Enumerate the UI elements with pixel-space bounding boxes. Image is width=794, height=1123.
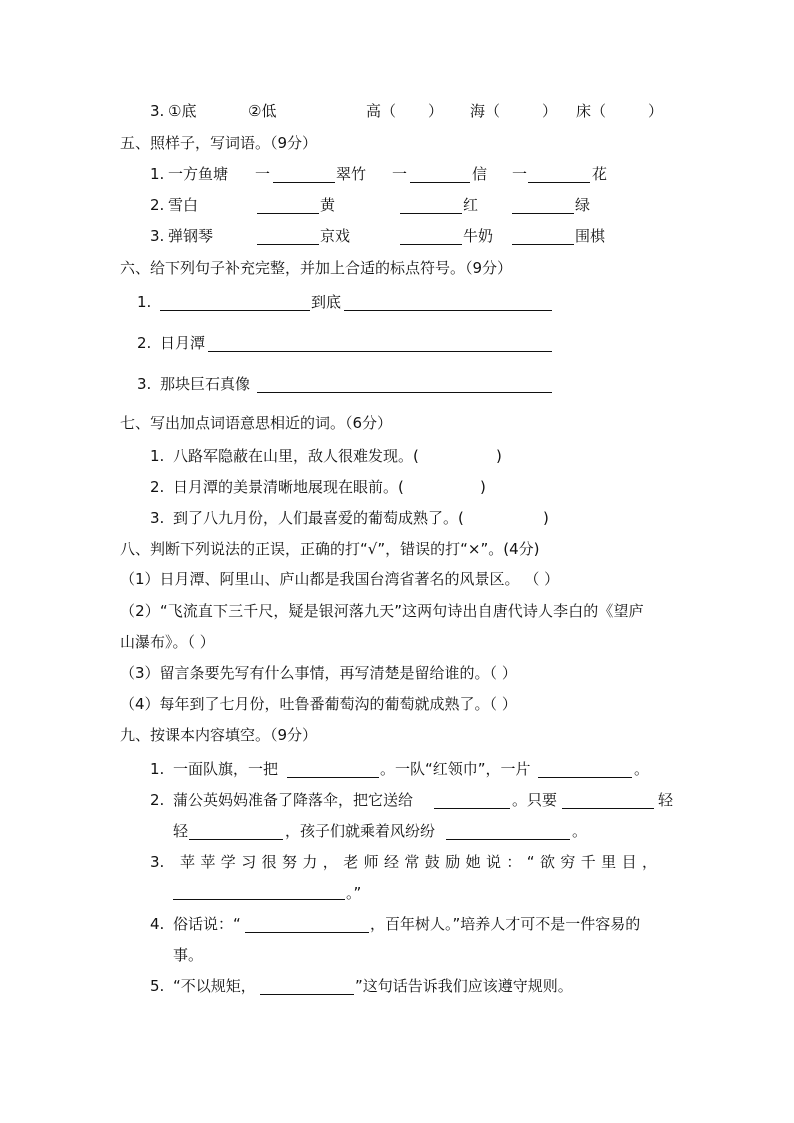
s5-r3-num: 3. [150, 227, 165, 245]
s8-q2-line2: 山瀑布》。（ ） [120, 633, 215, 651]
s7-q2-text: 日月潭的美景清晰地展现在眼前。( [173, 478, 404, 496]
s6-q2-pre: 日月潭 [160, 334, 206, 352]
s9-q2-blank4[interactable] [446, 823, 570, 840]
s9-q4-b: ，百年树人。”培养人才可不是一件容易的 [370, 915, 641, 933]
s9-q5-num: 5. [150, 977, 165, 995]
s6-q3-num: 3. [137, 375, 152, 393]
s4-q3-num: 3. [150, 102, 165, 120]
s7-q2-close: ) [480, 478, 486, 496]
s9-q1-c: 。 [634, 760, 650, 778]
s5-r1-blank1[interactable] [273, 166, 335, 183]
s7-q3-close: ) [543, 509, 549, 527]
s7-q2-num: 2. [150, 478, 165, 496]
s9-q2-blank2[interactable] [562, 792, 654, 809]
s9-q2-blank3[interactable] [189, 823, 283, 840]
s5-r2-word3: 绿 [575, 196, 591, 214]
s9-q2-num: 2. [150, 791, 165, 809]
s5-r1-blank2[interactable] [410, 166, 470, 183]
s9-q1-blank1[interactable] [287, 761, 379, 778]
s8-q3: （3）留言条要先写有什么事情，再写清楚是留给谁的。（ ） [120, 664, 517, 682]
s6-title: 六、给下列句子补充完整，并加上合适的标点符号。（9分） [120, 259, 513, 277]
s6-q1-num: 1. [137, 293, 152, 311]
s4-q3-a: ①底 [168, 102, 197, 120]
s9-q2-f: 。 [572, 822, 588, 840]
s9-q2-a: 蒲公英妈妈准备了降落伞，把它送给 [173, 791, 414, 809]
s9-q1-b: 。一队“红领巾”，一片 [380, 760, 531, 778]
s9-q4-num: 4. [150, 915, 165, 933]
s4-q3-e1: 床（ [576, 102, 607, 120]
s9-q4-a: 俗话说：“ [173, 915, 241, 933]
s9-q4-blank[interactable] [245, 916, 369, 933]
s9-q1-num: 1. [150, 760, 165, 778]
s5-r2-blank2[interactable] [400, 197, 462, 214]
s5-title: 五、照样子，写词语。（9分） [120, 134, 318, 152]
s9-q1-a: 一面队旗，一把 [173, 760, 279, 778]
s4-q3-c2: ） [428, 102, 444, 120]
s5-r1-prefix1: 一 [255, 165, 271, 183]
s8-q1: （1）日月潭、阿里山、庐山都是我国台湾省著名的风景区。 （ ） [120, 570, 560, 588]
s5-r3-blank3[interactable] [512, 228, 574, 245]
s9-q5-b: ”这句话告诉我们应该遵守规则。 [355, 977, 573, 995]
s5-r1-blank3[interactable] [528, 166, 590, 183]
s5-r2-blank3[interactable] [512, 197, 574, 214]
s6-q2-num: 2. [137, 334, 152, 352]
s5-r1-prefix2: 一 [392, 165, 408, 183]
s6-q3-blank[interactable] [257, 376, 552, 393]
s7-q3-text: 到了八九月份，人们最喜爱的葡萄成熟了。( [173, 509, 464, 527]
s5-r3-blank2[interactable] [400, 228, 462, 245]
s4-q3-b: ②低 [248, 102, 277, 120]
s5-r2-word2: 红 [463, 196, 479, 214]
s4-q3-c1: 高（ [366, 102, 397, 120]
s5-r3-word1: 京戏 [320, 227, 351, 245]
s9-q3-b: 。” [346, 884, 362, 902]
s6-q1-blank2[interactable] [344, 294, 552, 311]
s5-r1-word1: 翠竹 [336, 165, 367, 183]
s9-title: 九、按课本内容填空。（9分） [120, 726, 318, 744]
s8-q4: （4）每年到了七月份，吐鲁番葡萄沟的葡萄就成熟了。（ ） [120, 695, 517, 713]
s9-q3-a: 苹苹学习很努力，老师经常鼓励她说：“欲穷千里目， [180, 853, 663, 871]
s9-q5-blank[interactable] [260, 978, 354, 995]
s5-r3-example: 弹钢琴 [168, 227, 214, 245]
s4-q3-d2: ） [542, 102, 558, 120]
s5-r3-word2: 牛奶 [463, 227, 494, 245]
s5-r2-num: 2. [150, 196, 165, 214]
s9-q5-a: “不以规矩， [173, 977, 256, 995]
s6-q3-pre: 那块巨石真像 [160, 375, 251, 393]
s7-q1-num: 1. [150, 447, 165, 465]
s4-q3-e2: ） [648, 102, 664, 120]
s5-r1-word2: 信 [472, 165, 488, 183]
s5-r2-example: 雪白 [168, 196, 199, 214]
s9-q3-blank[interactable] [173, 883, 345, 900]
s6-q1-blank1[interactable] [160, 294, 310, 311]
s9-q2-blank1[interactable] [434, 792, 510, 809]
s9-q2-d: 轻 [173, 822, 189, 840]
s7-q3-num: 3. [150, 509, 165, 527]
s7-q1-text: 八路军隐蔽在山里，敌人很难发现。( [173, 447, 419, 465]
s5-r1-prefix3: 一 [512, 165, 528, 183]
s9-q2-c: 轻 [658, 791, 674, 809]
s7-q1-close: ) [496, 447, 502, 465]
s4-q3-d1: 海（ [470, 102, 501, 120]
s5-r3-blank1[interactable] [257, 228, 319, 245]
s5-r2-blank1[interactable] [257, 197, 319, 214]
s9-q4-c: 事。 [173, 946, 204, 964]
s6-q2-blank[interactable] [208, 335, 552, 352]
s5-r3-word3: 围棋 [575, 227, 606, 245]
s6-q1-mid: 到底 [311, 293, 342, 311]
s5-r2-word1: 黄 [320, 196, 336, 214]
s9-q2-e: ，孩子们就乘着风纷纷 [285, 822, 436, 840]
s7-title: 七、写出加点词语意思相近的词。（6分） [120, 414, 393, 432]
s5-r1-word3: 花 [592, 165, 608, 183]
s8-title: 八、判断下列说法的正误，正确的打“√”，错误的打“×”。(4分) [120, 540, 540, 558]
s5-r1-num: 1. [150, 165, 165, 183]
s9-q1-blank2[interactable] [538, 761, 632, 778]
s8-q2-line1: （2）“飞流直下三千尺，疑是银河落九天”这两句诗出自唐代诗人李白的《望庐 [120, 602, 644, 620]
s9-q2-b: 。只要 [512, 791, 558, 809]
s5-r1-example: 一方鱼塘 [168, 165, 229, 183]
s9-q3-num: 3. [150, 853, 165, 871]
